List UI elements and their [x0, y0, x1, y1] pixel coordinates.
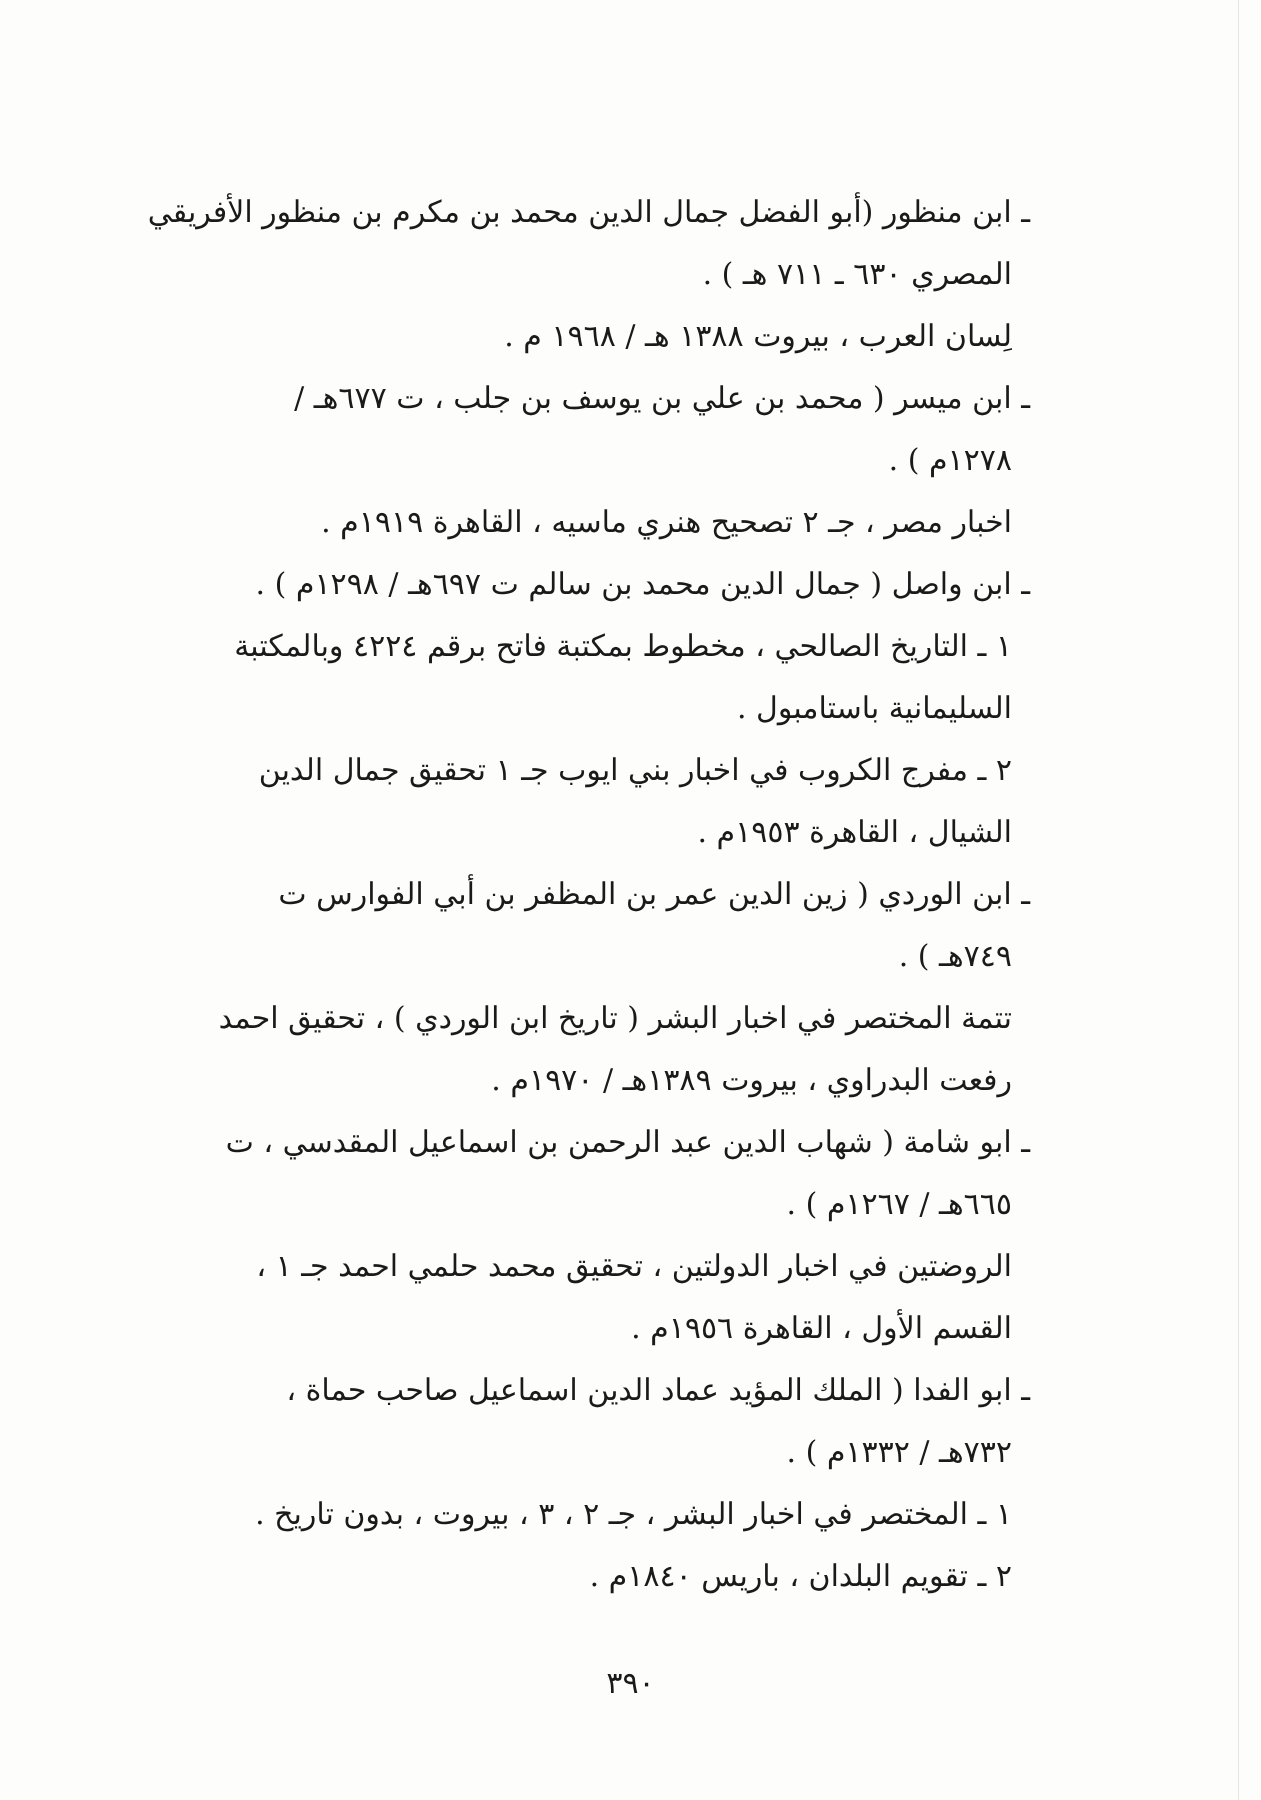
entry-work-continued: السليمانية باستامبول .	[736, 691, 1012, 726]
entry-work-continued: القسم الأول ، القاهرة ١٩٥٦م .	[631, 1311, 1012, 1346]
entry-work: تتمة المختصر في اخبار البشر ( تاريخ ابن الوردي ) ، تحقيق احمد	[218, 1001, 1012, 1036]
entry-work: الروضتين في اخبار الدولتين ، تحقيق محمد حلمي احمد جـ ١ ،	[256, 1249, 1012, 1284]
entry-heading: ـ ابن ميسر ( محمد بن علي بن يوسف بن جلب ، ت ٦٧٧هـ /	[294, 381, 1030, 416]
entry-work-continued: رفعت البدراوي ، بيروت ١٣٨٩هـ / ١٩٧٠م .	[491, 1063, 1012, 1098]
entry-heading: ـ ابن الوردي ( زين الدين عمر بن المظفر بن أبي الفوارس ت	[278, 877, 1030, 912]
entry-heading: ـ ابن منظور (أبو الفضل جمال الدين محمد بن مكرم بن منظور الأفريقي	[147, 195, 1030, 230]
page-number: ٣٩٠	[606, 1666, 655, 1701]
entry-work-continued: الشيال ، القاهرة ١٩٥٣م .	[697, 815, 1012, 850]
entry-heading: ـ ابن واصل ( جمال الدين محمد بن سالم ت ٦٩٧هـ / ١٢٩٨م ) .	[255, 567, 1030, 602]
entry-work: ١ ـ التاريخ الصالحي ، مخطوط بمكتبة فاتح برقم ٤٢٢٤ وبالمكتبة	[234, 629, 1012, 664]
entry-heading-continued: ١٢٧٨م ) .	[888, 443, 1012, 478]
page-edge-divider	[1238, 0, 1239, 1800]
entry-heading-continued: ٦٦٥هـ / ١٢٦٧م ) .	[786, 1187, 1012, 1222]
entry-heading-continued: المصري ٦٣٠ ـ ٧١١ هـ ) .	[702, 257, 1012, 292]
entry-work: لِسان العرب ، بيروت ١٣٨٨ هـ / ١٩٦٨ م .	[504, 319, 1012, 354]
entry-work: ٢ ـ تقويم البلدان ، باريس ١٨٤٠م .	[589, 1559, 1012, 1594]
entry-work: ١ ـ المختصر في اخبار البشر ، جـ ٢ ، ٣ ، بيروت ، بدون تاريخ .	[255, 1497, 1012, 1532]
entry-work: اخبار مصر ، جـ ٢ تصحيح هنري ماسيه ، القاهرة ١٩١٩م .	[321, 505, 1012, 540]
bibliography-entry-ibn-manzur	[147, 182, 1030, 368]
entry-heading: ـ ابو شامة ( شهاب الدين عبد الرحمن بن اسماعيل المقدسي ، ت	[225, 1125, 1030, 1160]
bibliography-entry-abu-shama	[168, 1112, 1030, 1360]
bibliography-entry-abu-al-fida	[168, 1360, 1030, 1608]
entry-work: ٢ ـ مفرج الكروب في اخبار بني ايوب جـ ١ تحقيق جمال الدين	[258, 753, 1012, 788]
bibliography-entry-ibn-al-wardi	[168, 864, 1030, 1112]
bibliography-entry-ibn-wasil	[168, 554, 1030, 864]
entry-heading-continued: ٧٤٩هـ ) .	[898, 939, 1012, 974]
entry-heading-continued: ٧٣٢هـ / ١٣٣٢م ) .	[786, 1435, 1012, 1470]
bibliography-list	[147, 182, 1030, 1608]
entry-heading: ـ ابو الفدا ( الملك المؤيد عماد الدين اسماعيل صاحب حماة ،	[286, 1373, 1030, 1408]
bibliography-entry-ibn-muyassar	[168, 368, 1030, 554]
